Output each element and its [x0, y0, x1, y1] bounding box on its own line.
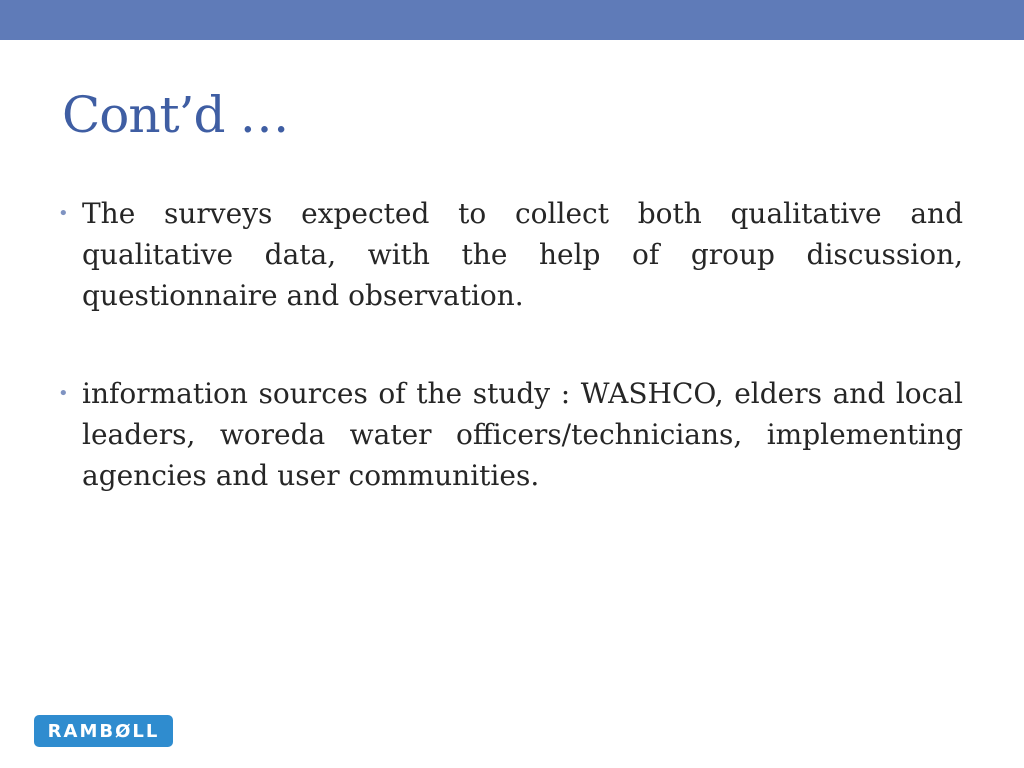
bullet-text: information sources of the study : WASHCO, elders and local leaders, woreda water officers/technicians, implementing agencies and user communities. — [82, 377, 963, 492]
bullet-marker: • — [58, 203, 69, 224]
bullet-item — [58, 193, 963, 316]
bullet-item — [58, 373, 963, 496]
bullet-text: The surveys expected to collect both qualitative and qualitative data, with the help of group discussion, questionnaire and observation. — [82, 197, 963, 312]
slide-title: Cont’d … — [62, 86, 289, 144]
ramboll-logo: RAMBØLL — [34, 715, 173, 747]
bullet-list — [58, 193, 963, 553]
top-accent-bar — [0, 0, 1024, 40]
bullet-marker: • — [58, 383, 69, 404]
